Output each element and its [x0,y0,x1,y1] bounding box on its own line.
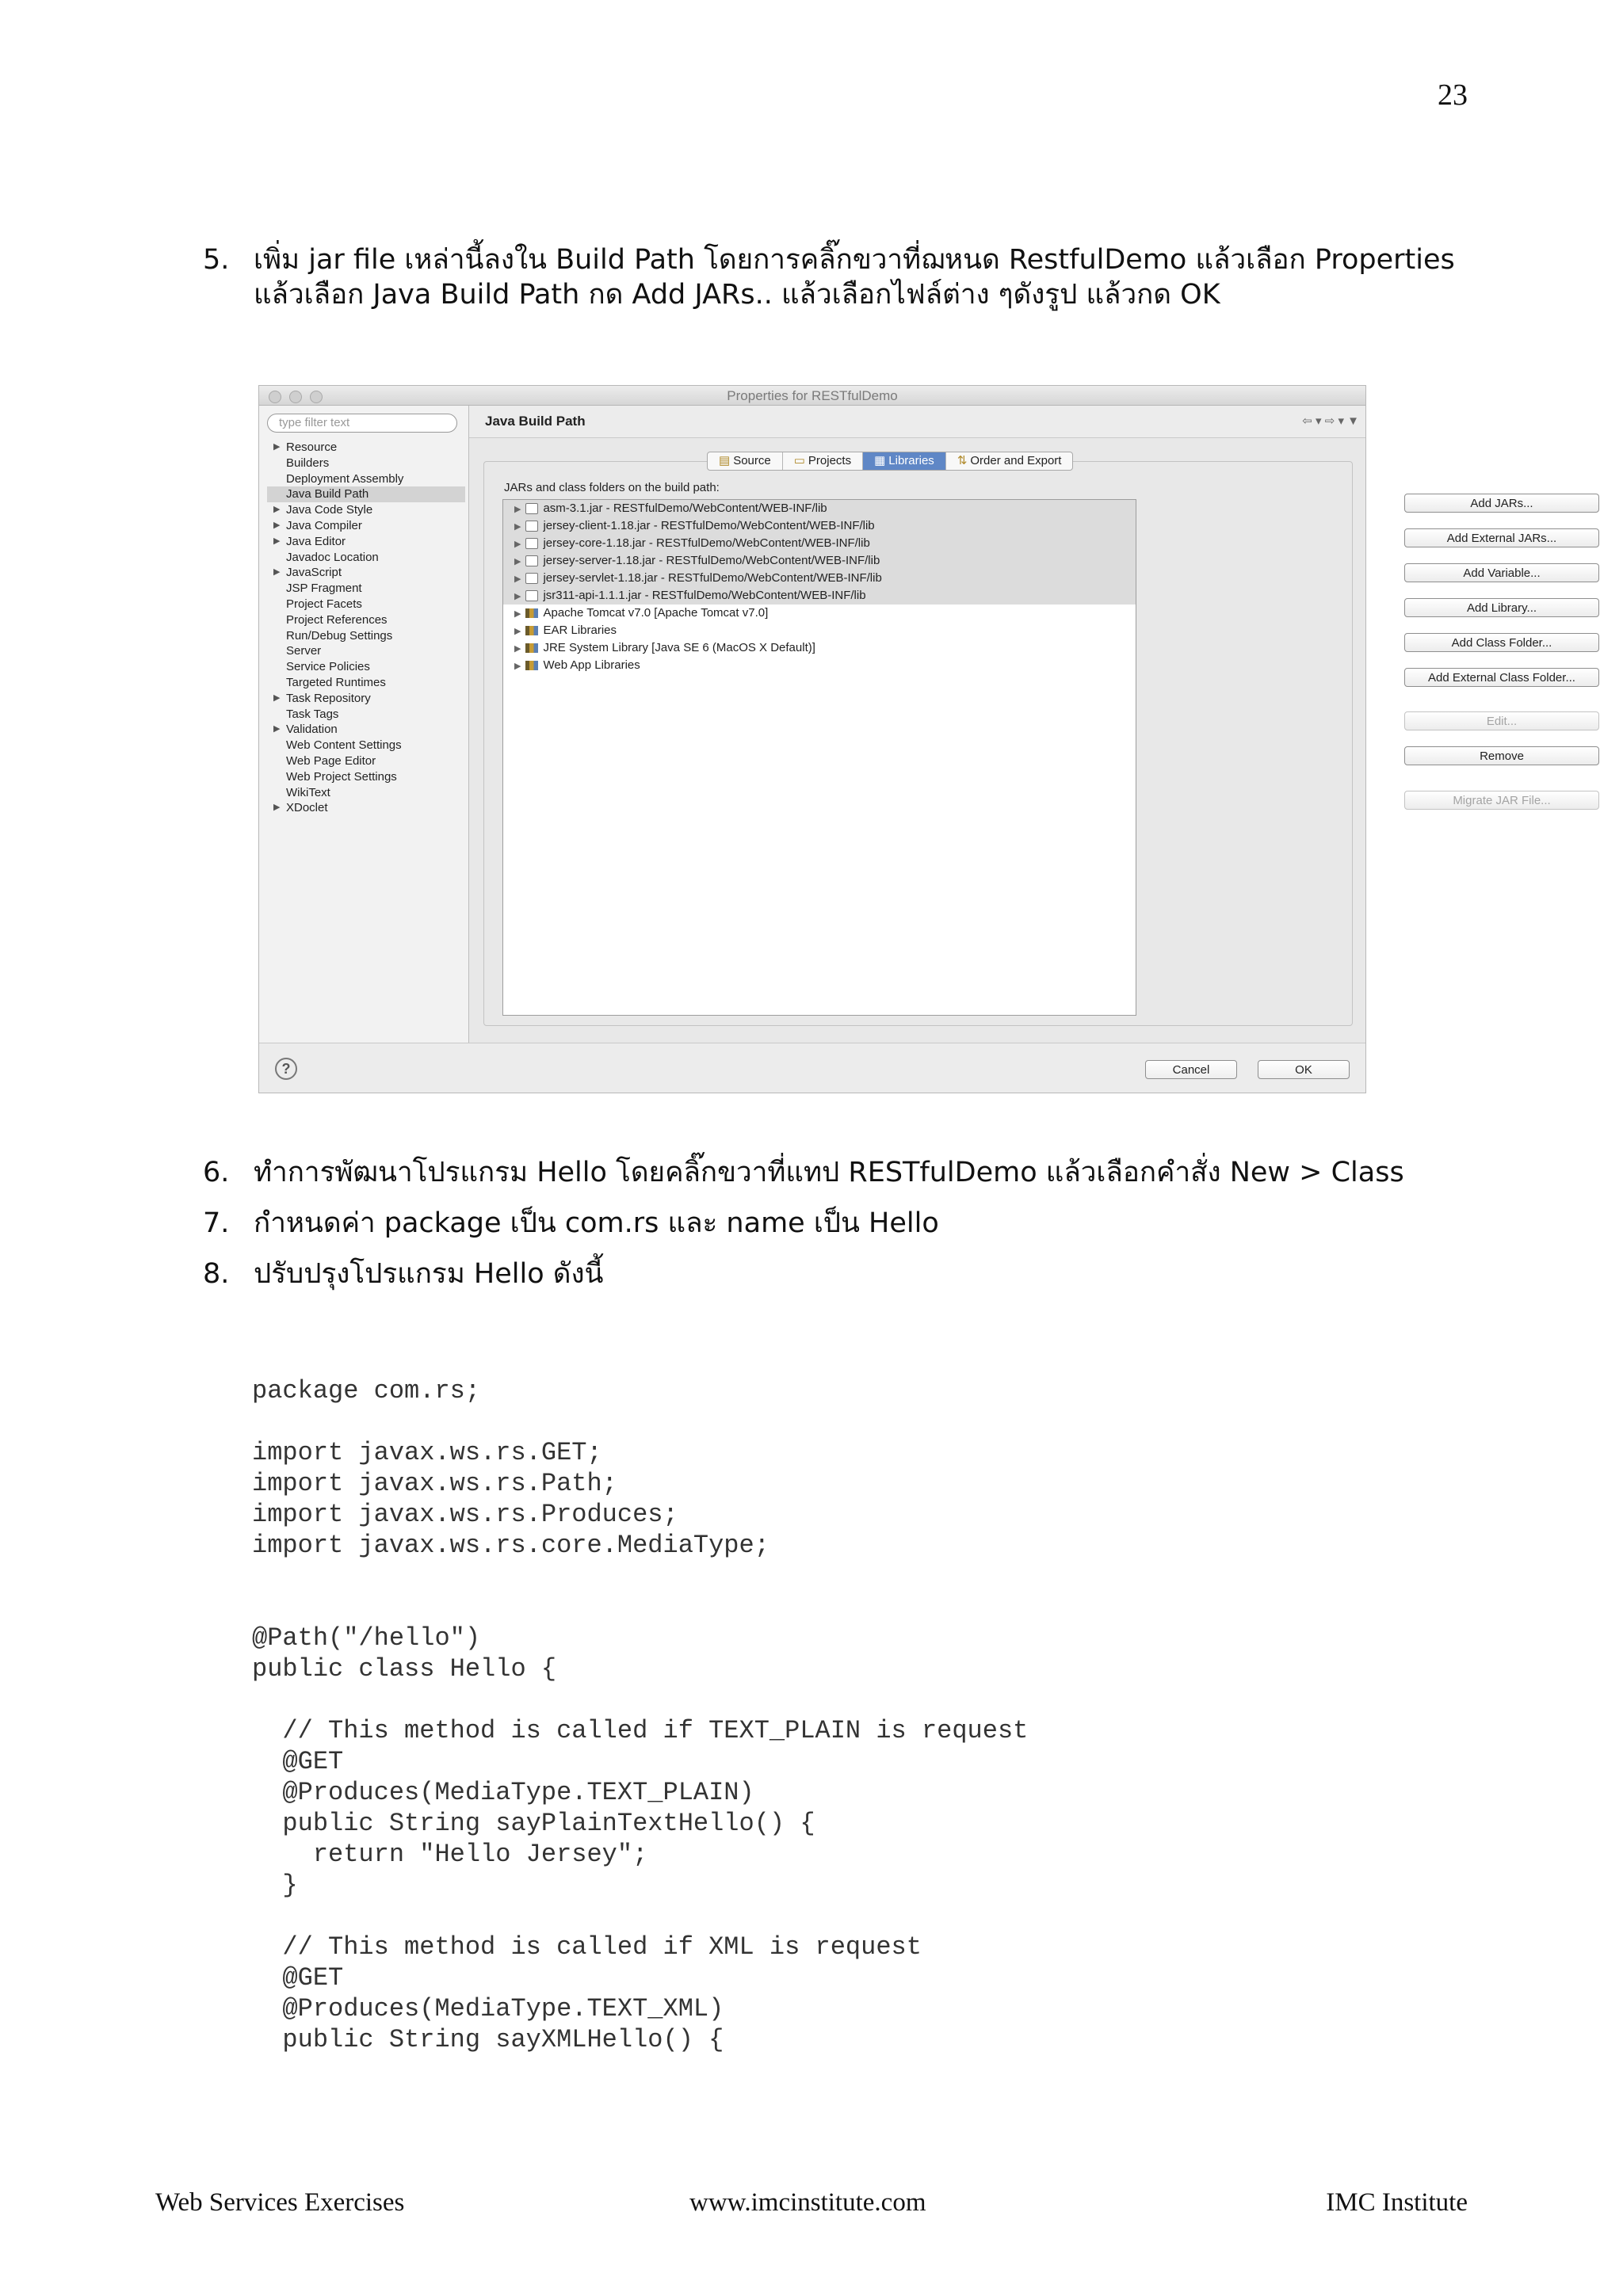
expand-arrow-icon[interactable]: ▶ [273,505,281,515]
properties-dialog [258,385,1575,1093]
category-tree [267,440,465,816]
expand-arrow-icon[interactable]: ▶ [514,540,521,549]
tree-item[interactable]: ▶ Java Code Style [273,503,373,517]
expand-arrow-icon[interactable]: ▶ [273,520,281,530]
step-text-continued: แล้วเลือก Java Build Path กด Add JARs.. แล้วเลือกไฟล์ต่าง ๆดังรูป แล้วกด OK [254,279,1220,311]
footer-title: Web Services Exercises [155,2188,405,2217]
expand-arrow-icon[interactable]: ▶ [514,644,521,654]
filter-input[interactable]: type filter text [267,414,457,433]
expand-arrow-icon[interactable]: ▶ [514,609,521,619]
jar-icon [525,590,538,601]
page-number: 23 [1438,78,1468,112]
tree-item[interactable]: ▶ Validation [273,723,338,737]
tree-item[interactable]: Server [286,644,322,658]
tree-item[interactable]: Project Facets [286,597,362,611]
jar-list [502,499,1136,1016]
tree-item[interactable]: JSP Fragment [286,582,362,596]
add-external-jars-button[interactable]: Add External JARs... [1404,528,1599,547]
jar-item[interactable]: ▶ asm-3.1.jar - RESTfulDemo/WebContent/WEB-INF/lib [503,500,1136,517]
library-icon [525,626,538,635]
expand-arrow-icon[interactable]: ▶ [273,692,281,703]
expand-arrow-icon[interactable]: ▶ [273,567,281,578]
jar-item[interactable]: ▶ jersey-servlet-1.18.jar - RESTfulDemo/WebContent/WEB-INF/lib [503,570,1136,587]
dialog-footer [259,1043,1365,1093]
library-icon [525,608,538,618]
page-header [469,406,1365,438]
library-item[interactable]: ▶ Apache Tomcat v7.0 [Apache Tomcat v7.0] [514,606,769,620]
navigation-arrows-icon[interactable]: ⇦ ▾ ⇨ ▾ ▼ [1302,414,1359,428]
library-item[interactable]: ▶ JRE System Library [Java SE 6 (MacOS X Default)] [514,641,815,654]
expand-arrow-icon[interactable]: ▶ [514,574,521,584]
build-path-pane [469,406,1575,1043]
code-listing: package com.rs; import javax.ws.rs.GET; import javax.ws.rs.Path; import javax.ws.rs.Produces; import javax.ws.rs.core.MediaType; @Path("/hello") public class Hello { // This method is called if TEXT_PLAIN is request @GET @Produces(MediaType.TEXT_PLAIN) public String sayPlainTextHello() { return "Hello Jersey"; } // This method is called if XML is request @GET @Produces(MediaType.TEXT_XML) public String sayXMLHello() { [252,1376,1029,2054]
expand-arrow-icon[interactable]: ▶ [514,505,521,514]
tab-bar [707,452,1073,471]
add-class-folder-button[interactable]: Add Class Folder... [1404,633,1599,652]
expand-arrow-icon[interactable]: ▶ [514,627,521,636]
expand-arrow-icon[interactable]: ▶ [273,536,281,546]
step-number: 7. [203,1207,230,1239]
step-text: ทำการพัฒนาโปรแกรม Hello โดยคลิ๊กขวาที่แทป RESTfulDemo แล้วเลือกคำสั่ง New > Class [254,1157,1404,1188]
tab-projects[interactable]: ▭ Projects [783,452,863,470]
expand-arrow-icon[interactable]: ▶ [273,442,281,452]
library-icon [525,643,538,653]
tree-item[interactable]: ▶ Resource [273,441,338,454]
edit-button[interactable]: Edit... [1404,711,1599,730]
expand-arrow-icon[interactable]: ▶ [514,592,521,601]
category-pane [259,406,469,1043]
tree-item[interactable]: Javadoc Location [286,550,379,564]
tab-order-and-export[interactable]: ⇅ Order and Export [957,454,1062,467]
step-8 [203,1257,603,1291]
tree-item[interactable]: Web Content Settings [286,738,402,753]
expand-arrow-icon[interactable]: ▶ [514,662,521,671]
jar-icon [525,555,538,566]
tree-item[interactable]: Web Page Editor [286,753,376,768]
tree-item[interactable]: Deployment Assembly [286,471,404,486]
tree-item[interactable]: Service Policies [286,660,370,674]
tree-item[interactable]: ▶ Java Editor [273,534,346,548]
tree-item[interactable]: Web Project Settings [286,769,397,784]
step-number: 5. [203,244,230,276]
step-6 [203,1155,1404,1190]
step-5 [203,242,1455,312]
footer-organization: IMC Institute [1326,2188,1468,2217]
help-icon[interactable]: ? [275,1058,297,1080]
add-jars-button[interactable]: Add JARs... [1404,494,1599,513]
expand-arrow-icon[interactable]: ▶ [514,522,521,532]
tree-item[interactable]: Run/Debug Settings [286,628,393,643]
jar-icon [525,538,538,549]
add-variable-button[interactable]: Add Variable... [1404,563,1599,582]
expand-arrow-icon[interactable]: ▶ [514,557,521,566]
remove-button[interactable]: Remove [1404,746,1599,765]
tree-item[interactable]: Task Tags [286,707,339,721]
tree-item[interactable]: Builders [286,456,330,470]
tree-item[interactable]: Targeted Runtimes [286,675,386,689]
tree-item[interactable]: ▶ XDoclet [273,801,328,815]
tab-source[interactable]: ▤ Source [708,452,783,470]
library-icon [525,661,538,670]
library-item[interactable]: ▶ EAR Libraries [514,624,617,637]
expand-arrow-icon[interactable]: ▶ [273,803,281,813]
migrate-jar-file-button[interactable]: Migrate JAR File... [1404,791,1599,810]
title-bar [259,386,1365,406]
source-folder-icon: ▤ [719,454,731,467]
step-7 [203,1206,939,1241]
step-number: 8. [203,1258,230,1290]
library-item[interactable]: ▶ Web App Libraries [514,658,640,672]
tree-item-selected[interactable]: Java Build Path [267,486,465,502]
cancel-button[interactable]: Cancel [1145,1060,1237,1079]
jar-icon [525,503,538,514]
order-export-icon: ⇅ [957,454,968,467]
expand-arrow-icon[interactable]: ▶ [273,724,281,734]
add-library-button[interactable]: Add Library... [1404,598,1599,617]
tree-item[interactable]: WikiText [286,785,330,799]
dialog-title: Properties for RESTfulDemo [727,388,898,403]
jar-icon [525,521,538,532]
step-text: กำหนดค่า package เป็น com.rs และ name เป็น Hello [254,1207,939,1239]
libraries-icon: ▦ [874,454,886,467]
tree-item[interactable]: ▶ Task Repository [273,691,371,705]
tree-item[interactable]: ▶ Java Compiler [273,518,362,532]
tree-item[interactable]: Project References [286,612,388,627]
jar-item[interactable]: ▶ jersey-client-1.18.jar - RESTfulDemo/WebContent/WEB-INF/lib [503,517,1136,535]
jar-item[interactable]: ▶ jersey-server-1.18.jar - RESTfulDemo/WebContent/WEB-INF/lib [503,552,1136,570]
step-text: เพิ่ม jar file เหล่านี้ลงใน Build Path โดยการคลิ๊กขวาที่ฌหนด RestfulDemo แล้วเลือก Properties [254,244,1455,276]
jar-item[interactable]: ▶ jsr311-api-1.1.1.jar - RESTfulDemo/WebContent/WEB-INF/lib [503,587,1136,605]
jar-list-label: JARs and class folders on the build path: [504,481,720,494]
jar-icon [525,573,538,584]
ok-button[interactable]: OK [1258,1060,1350,1079]
jar-item[interactable]: ▶ jersey-core-1.18.jar - RESTfulDemo/WebContent/WEB-INF/lib [503,535,1136,552]
tab-libraries[interactable]: ▦ Libraries [863,452,946,470]
tree-item[interactable]: ▶ JavaScript [273,566,342,580]
page-title: Java Build Path [485,414,586,429]
projects-icon: ▭ [793,454,805,467]
step-number: 6. [203,1157,230,1188]
step-text: ปรับปรุงโปรแกรม Hello ดังนี้ [254,1258,604,1290]
footer-website: www.imcinstitute.com [689,2188,926,2217]
add-external-class-folder-button[interactable]: Add External Class Folder... [1404,668,1599,687]
